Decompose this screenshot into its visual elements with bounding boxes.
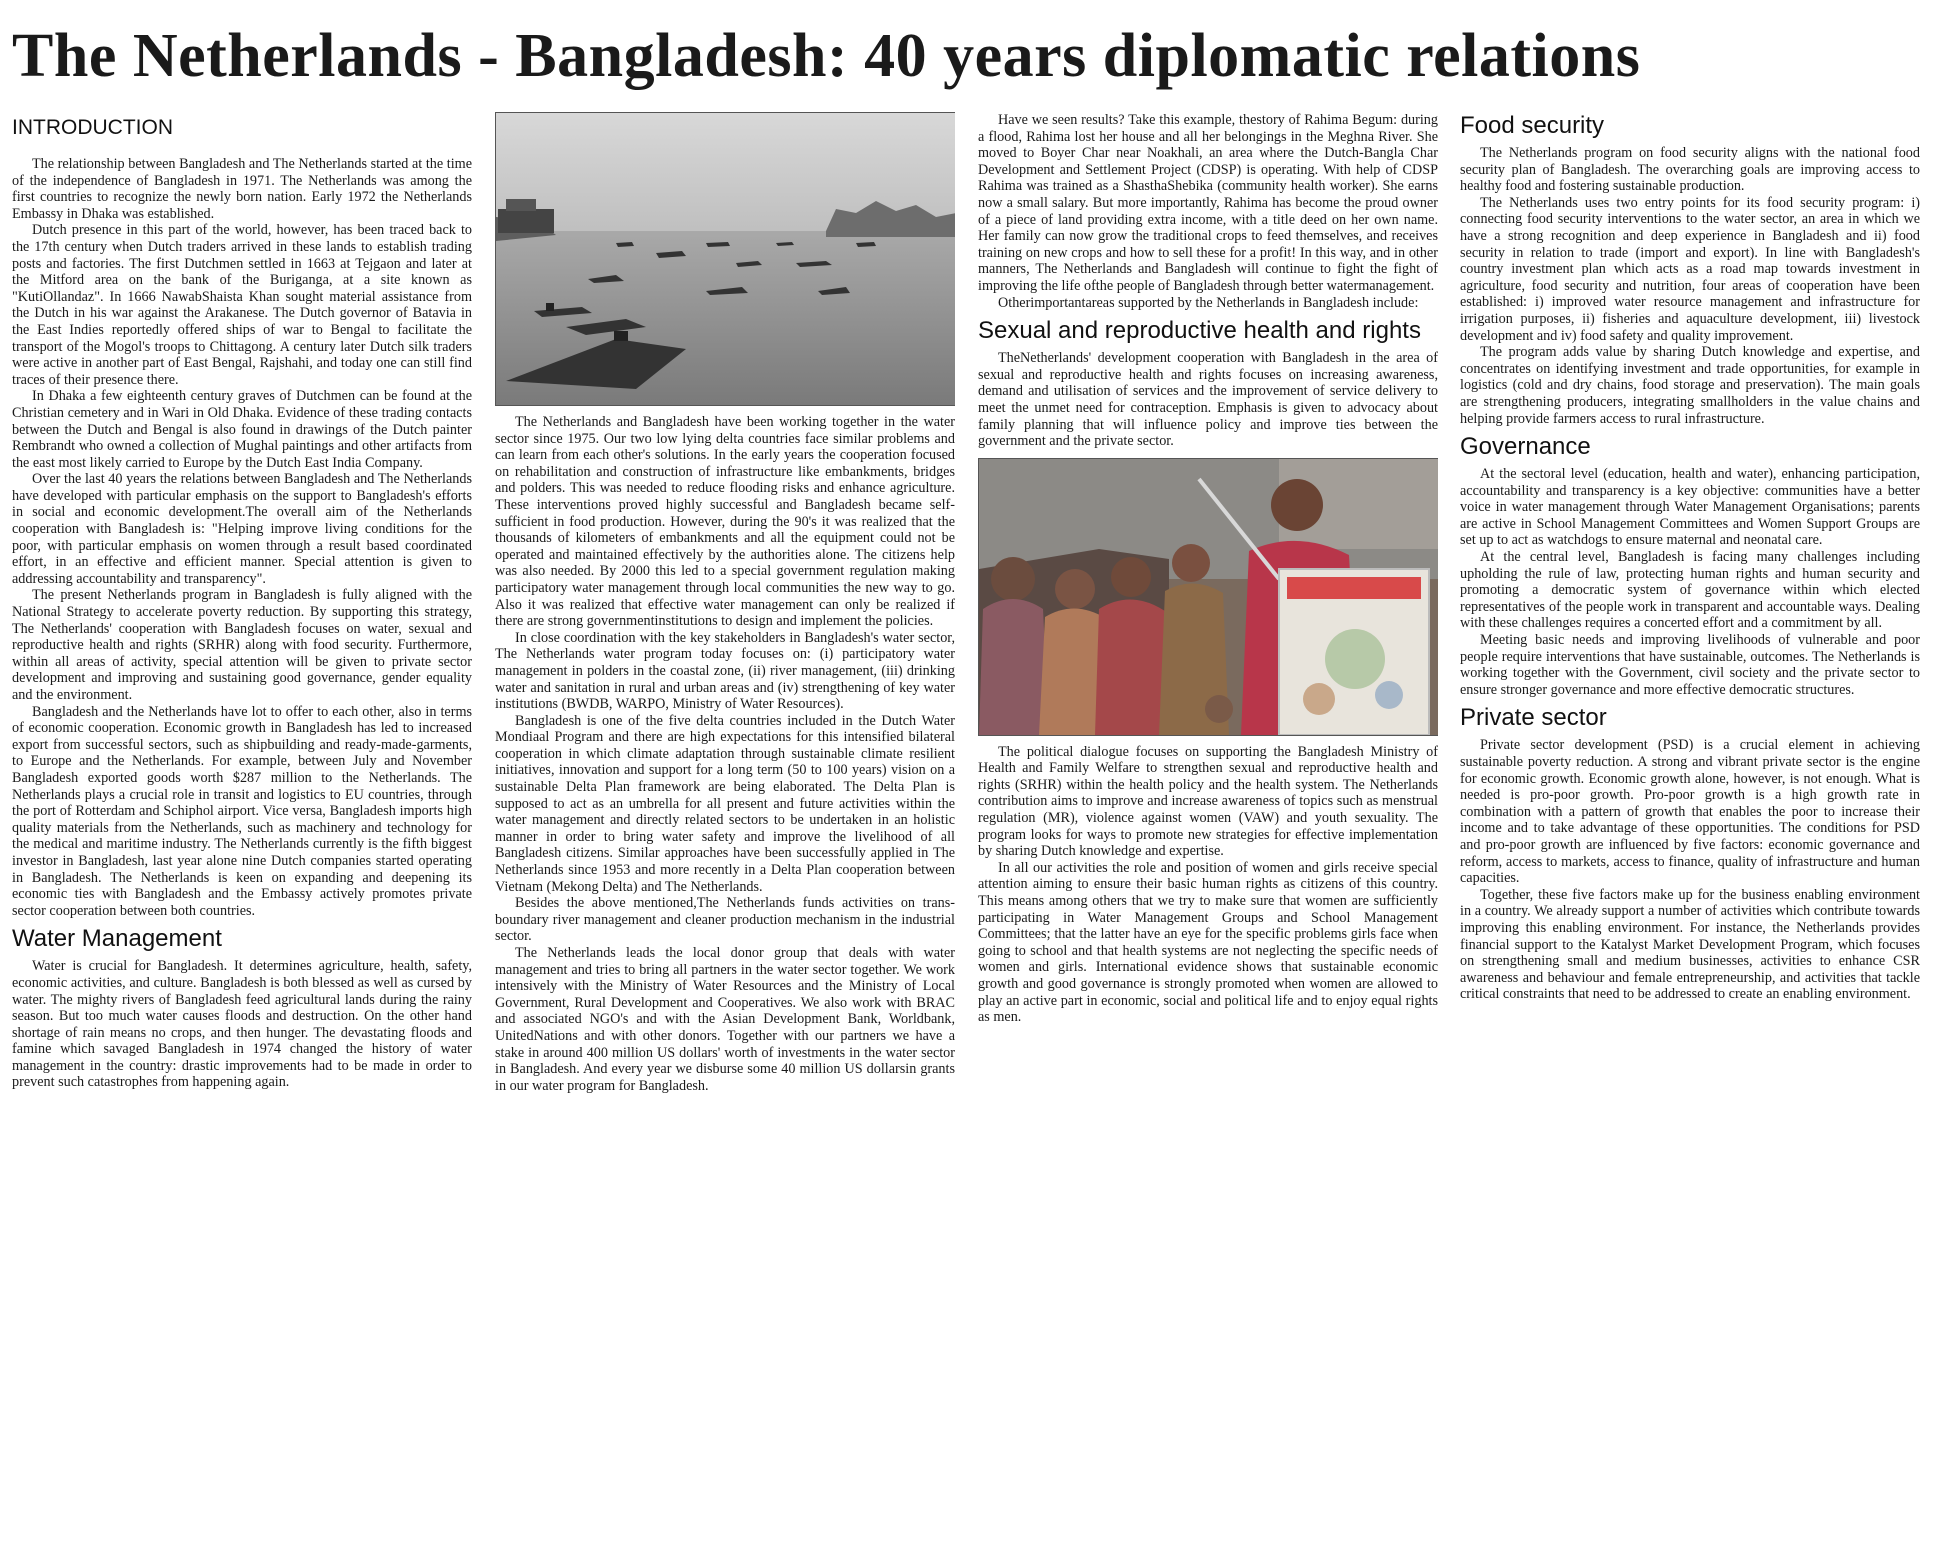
private-paragraph: Private sector development (PSD) is a crucial element in achieving sustainable poverty reduction. A strong and vibrant private sector is the engine for economic growth. Economic growth alone, however, is not enough. What is needed is pro-poor growth. Pro-poor growth is a high growth rate in combination with a pattern of growth that enables the poor to increase their income and to take advantage of these opportunities. The conditions for PSD and pro-poor growth are influenced by five factors: economic governance and reform, access to markets, access to finance, quality of infrastructure and human capacities. [1460,737,1920,887]
column-4 [1460,112,1920,1552]
water-paragraph: Water is crucial for Bangladesh. It determines agriculture, health, safety, economic activities, and culture. Bangladesh is both blessed as well as cursed by water. The mighty rivers of Bangladesh feed agricultural lands during the rainy season. But too much water causes floods and destruction. On the other hand shortage of rain means no crops, and then hunger. The devastating floods and famine which savaged Bangladesh in 1974 changed the history of water management in the country: drastic improvements had to be made in order to prevent such catastrophes from happening again. [12,958,472,1091]
water-paragraph: The Netherlands leads the local donor group that deals with water management and tries to bring all partners in the water sector together. We work intensively with the Ministry of Water Resources and the Ministry of Local Government, Rural Development and Cooperatives. We also work with BRAC and associated NGO's and with the Asian Development Bank, Worldbank, UnitedNations and with other donors. Together with our partners we have a stake in around 400 million US dollars' worth of investments in the water sector in Bangladesh. And every year we disburse some 40 million US dollarsin grants in our water program for Bangladesh. [495,945,955,1094]
water-paragraph: Besides the above mentioned,The Netherlands funds activities on trans-boundary river management and cleaner production mechanism in the industrial sector. [495,895,955,945]
private-sector-heading: Private sector [1460,704,1607,732]
srhr-paragraph: TheNetherlands' development cooperation with Bangladesh in the area of sexual and reproductive health and rights focuses on increasing awareness, demand and utilisation of services and the improvement of service delivery to meet the unmet need for contraception. Emphasis is given to advocacy about family planning that will influence policy and improve ties between the government and the private sector. [978,350,1438,450]
water-paragraph: Have we seen results? Take this example, thestory of Rahima Begum: during a flood, Rahima lost her house and all her belongings in the Meghna River. She moved to Boyer Char near Noakhali, an area where the Dutch-Bangla Char Development and Settlement Project (CDSP) is operating. With help of CDSP Rahima was trained as a ShasthaShebika (community health worker). She earns now a small salary. But more importantly, Rahima has become the proud owner of a piece of land providing extra income, with a title deed on her own name. Her family can now grow the traditional crops to feed themselves, and receives training on new crops and how to sell these for a profit! In this way, and in other manners, The Netherlands and Bangladesh will continue to fight the fight of improving the life ofthe people of Bangladesh through better watermanagement. [978,112,1438,294]
water-paragraph: In close coordination with the key stakeholders in Bangladesh's water sector, The Netherlands water program today focuses on: (i) participatory water management in polders in the coastal zone, (ii) river management, (iii) drinking water and sanitation in rural and urban areas and (iv) strengthening of key water institutions (BWDB, WARPO, Ministry of Water Resources). [495,629,955,713]
intro-paragraph: In Dhaka a few eighteenth century graves of Dutchmen can be found at the Christian cemetery and in Wari in Old Dhaka. Evidence of these trading contacts between the Dutch and Bengal is also found in drawings of the Dutch painter Rembrandt who owned a collection of Mughal paintings and other artifacts from the east most likely carried to Europe by the Dutch East India Company. [12,388,472,471]
health-worker-photo [978,458,1438,736]
intro-paragraph: Over the last 40 years the relations between Bangladesh and The Netherlands have developed with particular emphasis on the support to Bangladesh's efforts in social and economic development.The overall aim of the Netherlands cooperation with Bangladesh is: "Helping improve living conditions for the poor, with particular emphasis on women through a result based coordinated effort, in an effective and efficient manner. Special attention is given to addressing accountability and transparency". [12,471,472,587]
water-paragraph: Otherimportantareas supported by the Netherlands in Bangladesh include: [998,294,1419,311]
food-paragraph: The Netherlands uses two entry points for its food security program: i) connecting food security interventions to the water sector, an area in which we have a strong recognition and deep experience in Bangladesh and ii) food security in relation to trade (import and export). In line with Bangladesh's country investment plan which acts as a road map towards investment in agriculture, food security and nutrition, four areas of cooperation have been established: i) improved water resource management and infrastructure for irrigation purposes, ii) fisheries and aquaculture development, iii) livestock development and iv) food safety and quality improvement. [1460,194,1920,344]
column-1 [12,112,472,1552]
column-3 [978,112,1438,1552]
intro-paragraph: Bangladesh and the Netherlands have lot to offer to each other, also in terms of economic cooperation. Economic growth in Bangladesh has led to increased export from successful sectors, such as shipbuilding and ready-made-garments, to Europe and the Netherlands. For example, between July and November Bangladesh exported goods worth $287 million to the Netherlands. The Netherlands plays a crucial role in transit and logistics to EU countries, through the port of Rotterdam and Schiphol airport. Vice versa, Bangladesh imports high quality materials from the Netherlands, such as machinery and technology for the medical and maritime industry. The Netherlands currently is the fifth biggest investor in Bangladesh, last year alone nine Dutch companies started operating in Bangladesh. The Netherlands is keen on expanding and deepening its economic ties with Bangladesh and the Embassy actively promotes private sector cooperation between both countries. [12,703,472,919]
river-boats-photo [495,112,955,406]
intro-paragraph: Dutch presence in this part of the world, however, has been traced back to the 17th century when Dutch traders arrived in these lands to establish trading posts and factories. The first Dutchmen settled in 1663 at Tejgaon and later at the Mitford area on the bank of the Buriganga, at a site known as "KutiOllandaz". In 1666 NawabShaista Khan sought material assistance from the Dutch in his war against the Arakanese. The Dutch governor of Batavia in the East Indies reportedly offered ships of war to Bengal to facilitate the transport of the Mogol's troops to Chittagong. A century later Dutch silk traders were active in another part of East Bengal, Rajshahi, and today one can still find traces of their presence there. [12,222,472,388]
governance-paragraph: At the sectoral level (education, health and water), enhancing participation, accountability and transparency is a key objective: communities have a better voice in water management through Water Management Organisations; parents are active in School Management Committees and Women Support Groups are set up to act as watchdogs to ensure maternal and neonatal care. [1460,466,1920,549]
water-management-heading: Water Management [12,925,222,953]
water-paragraph: Bangladesh is one of the five delta countries included in the Dutch Water Mondiaal Program and there are high expectations for this intensified bilateral cooperation in which climate adaptation through sustainable climate resilient initiatives, innovation and support for a long term (50 to 100 years) vision on a sustainable Delta Plan framework are being elaborated. The Delta Plan is supposed to act as an umbrella for all present and future activities within the water management and directly related sectors to be undertaken in an holistic manner in order to bring water safety and improve the livelihood of all Bangladesh citizens. Similar approaches have been successfully applied in The Netherlands since 1953 and more recently in a Delta Plan cooperation between Vietnam (Mekong Delta) and The Netherlands. [495,712,955,895]
food-paragraph: The program adds value by sharing Dutch knowledge and expertise, and concentrates on identifying investment and trade opportunities, for example in logistics (cold and dry chains, food storage and preservation). The main goals are strengthening producers, integrating smallholders in the value chains and helping provide farmers access to rural infrastructure. [1460,344,1920,427]
column-2 [495,112,955,1552]
intro-paragraph: The present Netherlands program in Bangladesh is fully aligned with the National Strategy to accelerate poverty reduction. By supporting this strategy, The Netherlands' cooperation with Bangladesh focuses on water, sexual and reproductive health and rights (SRHR) along with food security. Furthermore, within all areas of activity, special attention will be given to private sector development and improving and sustaining good governance, gender equality and the environment. [12,587,472,703]
food-paragraph: The Netherlands program on food security aligns with the national food security plan of Bangladesh. The overarching goals are improving access to healthy food and fostering sustainable production. [1460,145,1920,195]
srhr-paragraph: In all our activities the role and position of women and girls receive special attention aiming to ensure their basic human rights as citizens of this country. This means among others that we try to make sure that women are sufficiently participating in Water Management Groups and School Management Committees; that the latter have an eye for the specific problems girls face when going to school and that health systems are not neglecting the specific needs of women and girls. International evidence shows that sustainable economic growth and good governance is strongly promoted when women are allowed to play an active part in economic, social and political life and to enjoy equal rights as men. [978,859,1438,1026]
introduction-heading: INTRODUCTION [12,116,173,139]
page-headline: The Netherlands - Bangladesh: 40 years diplomatic relations [12,22,1641,90]
governance-paragraph: At the central level, Bangladesh is facing many challenges including upholding the rule of law, protecting human rights and human security and promoting a democratic system of governance within which elected representatives of the people work in transparent and accountable ways. Dealing with these challenges requires a concerted effort and a commitment by all. [1460,549,1920,632]
srhr-heading: Sexual and reproductive health and rights [978,317,1421,345]
food-security-heading: Food security [1460,112,1605,139]
governance-heading: Governance [1460,433,1591,461]
governance-paragraph: Meeting basic needs and improving livelihoods of vulnerable and poor people require interventions that have sustainable, outcomes. The Netherlands is working together with the Government, civil society and the private sector to ensure stronger governance and more effective democratic structures. [1460,632,1920,698]
intro-paragraph: The relationship between Bangladesh and The Netherlands started at the time of the independence of Bangladesh in 1971. The Netherlands was among the first countries to recognize the newly born nation. Early 1972 the Netherlands Embassy in Dhaka was established. [12,156,472,222]
srhr-paragraph: The political dialogue focuses on supporting the Bangladesh Ministry of Health and Family Welfare to strengthen sexual and reproductive health and rights (SRHR) within the health policy and the health system. The Netherlands contribution aims to improve and increase awareness of topics such as menstrual regulation (MR), violence against women (VAW) and youth sexuality. The program looks for ways to promote new strategies for effective implementation by sharing Dutch knowledge and expertise. [978,743,1438,860]
water-paragraph: The Netherlands and Bangladesh have been working together in the water sector since 1975. Our two low lying delta countries face similar problems and can learn from each other's solutions. In the early years the cooperation focused on rehabilitation and construction of infrastructure like embankments, bridges and polders. This was needed to reduce flooding risks and enhance agriculture. These interventions proved highly successful and Bangladesh became self-sufficient in food production. However, during the 90's it was realized that the thousands of kilometers of embankments and all the equipment could not be operated and maintained effectively by the authorities alone. The citizens help was also needed. By 2000 this led to a special government regulation making participatory water management through local communities the new way to go. Also it was realized that effective water management can only be realized if there are strong governmentinstitutions to design and implement the policies. [495,414,955,630]
private-paragraph: Together, these five factors make up for the business enabling environment in a country. We already support a number of activities which contribute towards improving this enabling environment. For instance, the Netherlands provides financial support to the Katalyst Market Development Program, which focuses on strengthening small and medium businesses, activities to enhance CSR awareness and behaviour and female entrepreneurship, and activities that tackle critical constraints that need to be addressed to create an enabling environment. [1460,886,1920,1003]
